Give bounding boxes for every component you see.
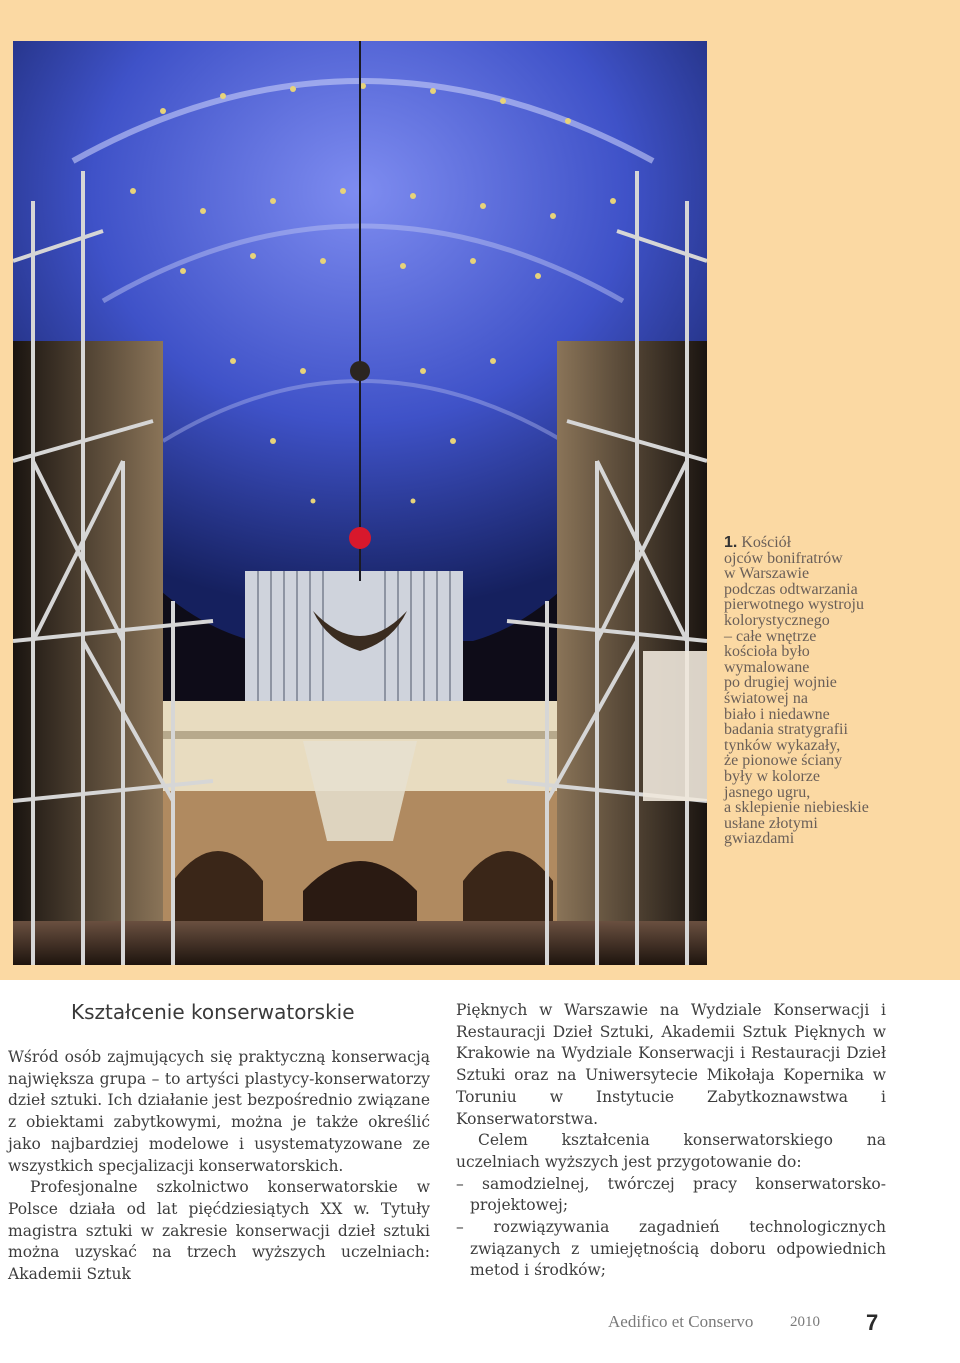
training-goals-list: [456, 1174, 886, 1283]
caption-line: biało i niedawne: [724, 705, 830, 723]
caption-line: tynków wykazały,: [724, 736, 841, 754]
caption-line: jasnego ugru,: [724, 783, 811, 801]
caption-line: wymalowane: [724, 658, 810, 676]
caption-line: podczas odtwarzania: [724, 580, 858, 598]
caption-line: pierwotnego wystroju: [724, 596, 864, 614]
caption-line: – całe wnętrze: [724, 627, 817, 645]
caption-line: ojców bonifratrów: [724, 549, 843, 567]
body-paragraph: Profesjonalne szkolnictwo konserwatorskie w Polsce działa od lat pięćdziesiątych XX w. Tytuły magistra sztuki w zakresie konserwacji dzieł sztuki można uzyskać na trzech wyższych uczelniach: Akademii Sztuk: [8, 1178, 430, 1284]
page-number: 7: [866, 1310, 879, 1335]
body-paragraph: Pięknych w Warszawie na Wydziale Konserwacji i Restauracji Dzieł Sztuki, Akademii Sztuk Pięknych w Krakowie na Wydziale Konserwacji i Restauracji Dzieł Sztuki oraz na Uniwersytecie Mikołaja Kopernika w Toruniu w Instytucie Zabytkoznawstwa i Konserwatorstwa.: [456, 1001, 886, 1128]
church-interior-photo: [13, 41, 707, 965]
article-column-right: [456, 1000, 886, 1282]
list-item: – rozwiązywania zagadnień technologicznych związanych z umiejętnością doboru odpowiednich metod i środków;: [456, 1218, 886, 1280]
section-title: Kształcenie konserwatorskie: [71, 1000, 355, 1024]
caption-line: Kościół: [741, 534, 792, 551]
caption-line: w Warszawie: [724, 565, 810, 583]
caption-line: po drugiej wojnie: [724, 674, 837, 692]
caption-line: że pionowe ściany: [724, 752, 843, 770]
figure-number: 1.: [724, 534, 738, 551]
body-paragraph: Celem kształcenia konserwatorskiego na uczelniach wyższych jest przygotowanie do:: [456, 1131, 886, 1171]
church-interior-illustration: [13, 41, 707, 965]
list-item: – samodzielnej, twórczej pracy konserwatorsko-projektowej;: [456, 1174, 886, 1215]
article-column-left: [8, 1047, 430, 1286]
caption-line: kościoła było: [724, 643, 810, 661]
journal-year: 2010: [790, 1314, 820, 1330]
caption-line: kolorystycznego: [724, 611, 830, 629]
caption-line: były w kolorze: [724, 767, 820, 785]
body-paragraph: Wśród osób zajmujących się praktyczną konserwacją największa grupa – to artyści plastycy-konserwatorzy dzieł sztuki. Ich działanie jest bezpośrednio związane z obiektami zabytkowymi, można je także określić jako najbardziej modelowe i usystematyzowane ze wszystkich specjalizacji konserwatorskich.: [8, 1048, 430, 1175]
caption-line: gwiazdami: [724, 830, 795, 848]
journal-title: Aedifico et Conservo: [608, 1312, 754, 1331]
caption-line: badania stratygrafii: [724, 721, 848, 739]
caption-line: a sklepienie niebieskie: [724, 799, 869, 817]
caption-line: światowej na: [724, 689, 808, 707]
caption-line: usłane złotymi: [724, 814, 818, 832]
figure-caption: [724, 535, 949, 847]
